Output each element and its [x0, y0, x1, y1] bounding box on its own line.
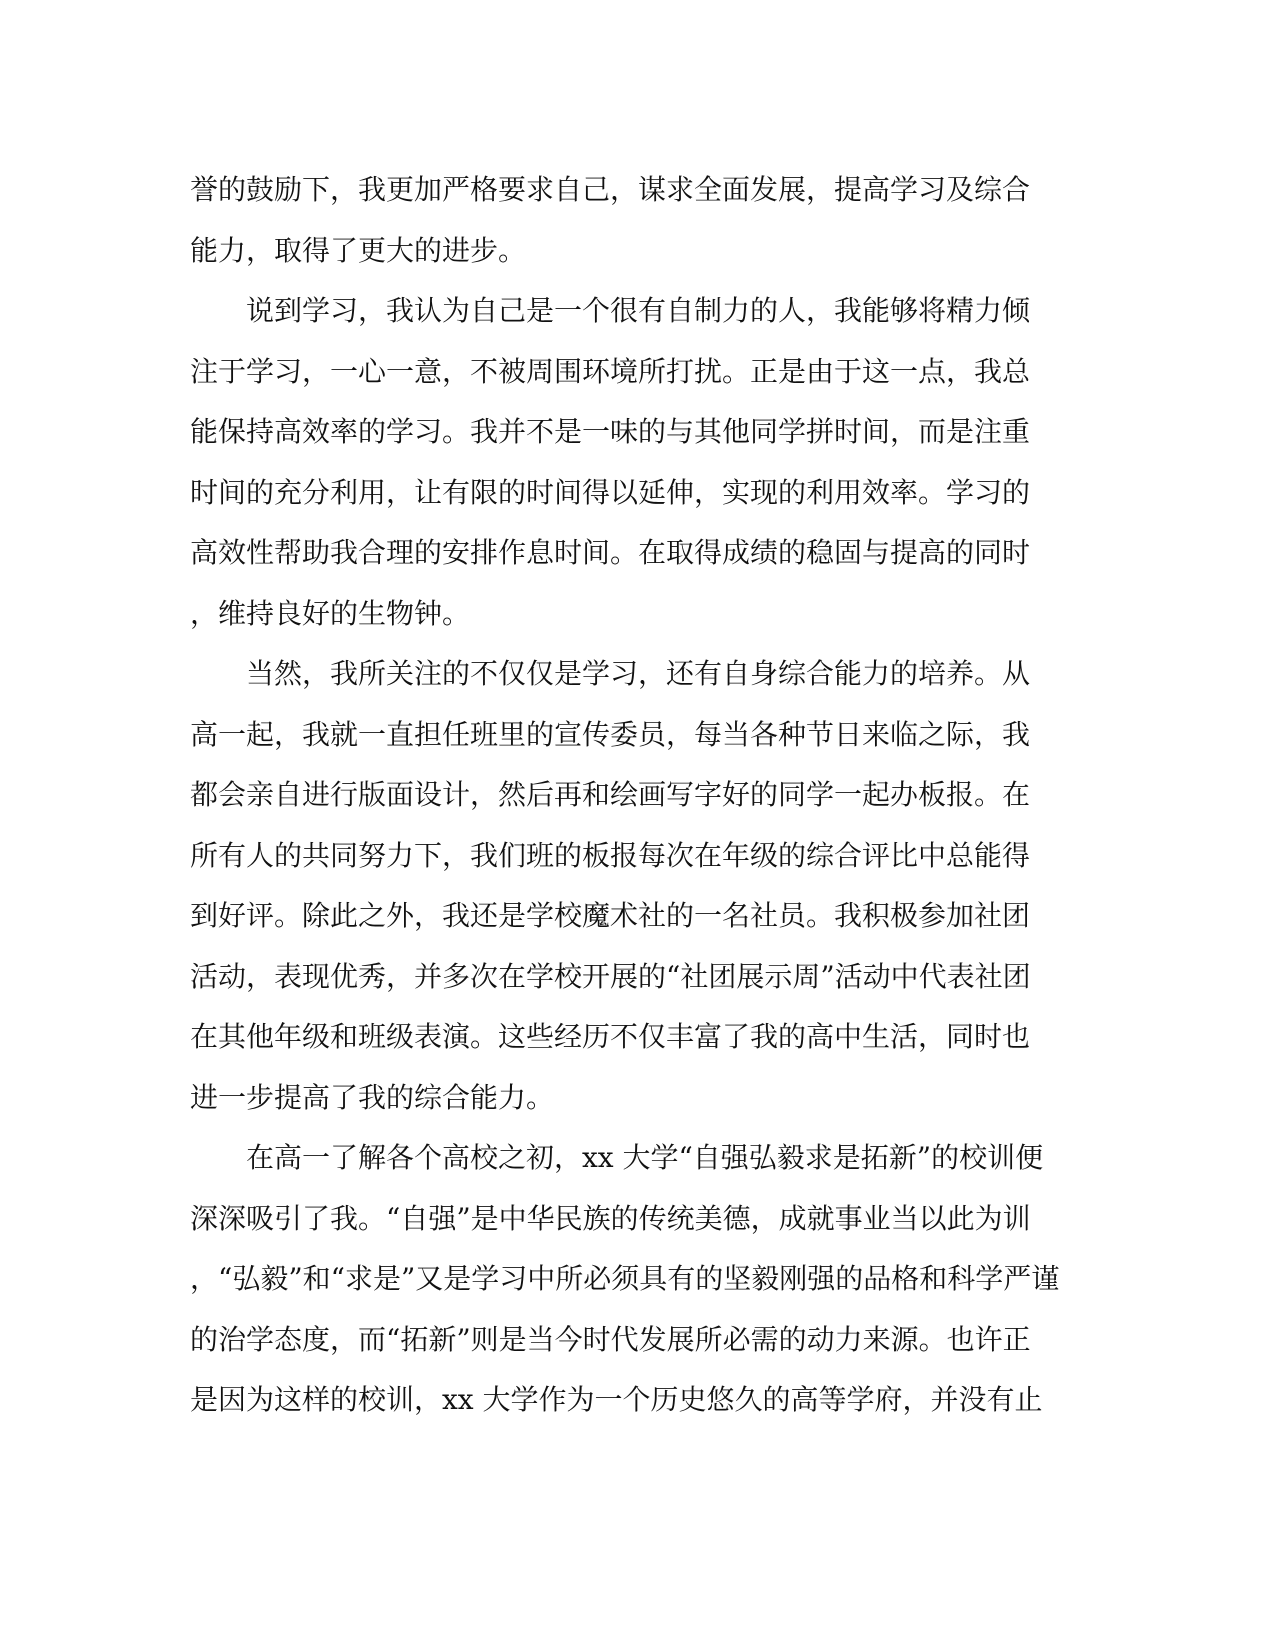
text-line: 到好评。除此之外，我还是学校魔术社的一名社员。我积极参加社团: [190, 899, 1031, 932]
text-line: 能保持高效率的学习。我并不是一味的与其他同学拼时间，而是注重: [190, 415, 1031, 448]
text-line: 在高一了解各个高校之初，xx 大学“自强弘毅求是拓新”的校训便: [190, 1141, 1044, 1174]
text-line: 活动，表现优秀，并多次在学校开展的“社团展示周”活动中代表社团: [190, 959, 1031, 993]
text-line: 誉的鼓励下，我更加严格要求自己，谋求全面发展，提高学习及综合: [190, 173, 1031, 206]
text-line: 所有人的共同努力下，我们班的板报每次在年级的综合评比中总能得: [190, 838, 1031, 872]
text-line: 的治学态度，而“拓新”则是当今时代发展所必需的动力来源。也许正: [190, 1322, 1031, 1356]
text-line: 高效性帮助我合理的安排作息时间。在取得成绩的稳固与提高的同时: [190, 536, 1031, 569]
body-text: [190, 160, 1090, 1431]
text-line: 能力，取得了更大的进步。: [190, 233, 527, 267]
text-line: 进一步提高了我的综合能力。: [190, 1080, 555, 1114]
text-line: 在其他年级和班级表演。这些经历不仅丰富了我的高中生活，同时也: [190, 1020, 1031, 1053]
text-line: 深深吸引了我。“自强”是中华民族的传统美德，成就事业当以此为训: [190, 1201, 1031, 1235]
text-line: 都会亲自进行版面设计，然后再和绘画写字好的同学一起办板报。在: [190, 778, 1031, 811]
text-line: 当然，我所关注的不仅仅是学习，还有自身综合能力的培养。从: [190, 657, 1031, 690]
text-line: 高一起，我就一直担任班里的宣传委员，每当各种节日来临之际，我: [190, 717, 1031, 751]
text-line: 注于学习，一心一意，不被周围环境所打扰。正是由于这一点，我总: [190, 354, 1031, 388]
text-line: 时间的充分利用，让有限的时间得以延伸，实现的利用效率。学习的: [190, 475, 1031, 509]
text-line: ，维持良好的生物钟。: [190, 596, 471, 630]
text-line: ，“弘毅”和“求是”又是学习中所必须具有的坚毅刚强的品格和科学严谨: [190, 1262, 1060, 1295]
text-line: 说到学习，我认为自己是一个很有自制力的人，我能够将精力倾: [190, 294, 1031, 327]
text-line: 是因为这样的校训，xx 大学作为一个历史悠久的高等学府，并没有止: [190, 1383, 1043, 1416]
